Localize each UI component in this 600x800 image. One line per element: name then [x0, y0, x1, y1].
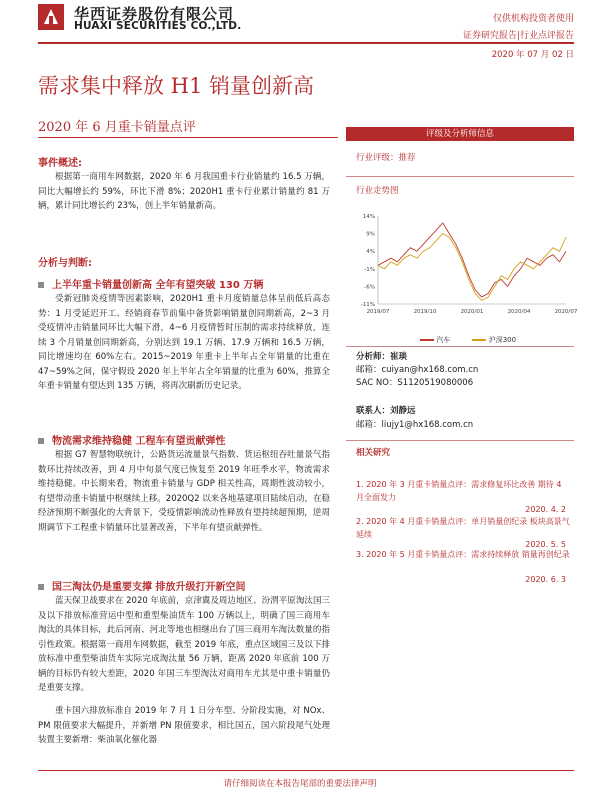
series-line-hs300 — [378, 234, 566, 301]
related-date-3: 2020. 6. 3 — [525, 575, 566, 584]
report-type-tag: 证券研究报告|行业点评报告 — [462, 31, 574, 41]
x-tick-label: 2020/07 — [554, 309, 578, 315]
events-text: 根据第一商用车网数据，2020 年 6 月我国重卡行业销量约 16.5 万辆，同比大幅增长约 59%，环比下滑 8%；2020H1 重卡行业累计销量约 81 万辆，累计同比增长约 23%，创上半年销量新高。 — [38, 172, 330, 211]
sidebar-divider — [346, 176, 574, 177]
legend-label-hs300: 沪深300 — [488, 336, 517, 344]
x-tick-label: 2019/07 — [366, 309, 390, 315]
bullet-3-title — [38, 578, 245, 593]
trend-label: 行业走势图 — [356, 186, 399, 196]
y-tick-label: -1% — [364, 266, 375, 273]
analyst-name: 分析师：崔琰 — [356, 352, 408, 362]
bullet-square-icon — [38, 584, 44, 590]
bullet-square-icon — [38, 438, 44, 444]
footer-divider — [38, 770, 574, 771]
company-name-en: HUAXI SECURITIES CO.,LTD. — [74, 20, 242, 32]
legal-notice-footer: 请仔细阅读在本报告尾部的重要法律声明 — [223, 779, 377, 789]
related-date-2: 2020. 5. 5 — [525, 540, 566, 549]
bullet-3-text: 蓝天保卫战要求在 2020 年底前，京津冀及周边地区、汾渭平原淘汰国三及以下排放标准营运中型和重型柴油货车 100 万辆以上，明确了国三商用车淘汰的具体目标，此后河南、河北等地也相继出台了国三商用车淘汰数量的指引性政策。根据第一商用车网数据，截至 2019 年底，重点区域国三及以下排放标准中重型柴油货车实际完成淘汰量 56 万辆，距离 2020 年底前 100 万辆的目标仍有较大差距，2020 年国三车型淘汰对商用车尤其是中重卡销量仍是重要支撑。 — [38, 596, 330, 693]
industry-trend-chart — [356, 212, 578, 327]
related-item-2[interactable]: 2. 2020 年 4 月重卡销量点评：单月销量创纪录 板块高景气延续 — [356, 517, 570, 539]
y-tick-label: 4% — [366, 249, 375, 256]
bullet-2-title — [38, 432, 225, 447]
legend-label-auto: 汽车 — [436, 336, 451, 344]
legend-swatch-auto — [420, 339, 434, 341]
y-tick-label: 14% — [362, 214, 375, 220]
x-tick-label: 2020/01 — [460, 309, 484, 315]
subtitle-underline — [38, 137, 338, 138]
contact-email: 邮箱：liujy1@hx168.com.cn — [356, 420, 474, 430]
events-heading: 事件概述: — [38, 158, 82, 169]
related-item-1[interactable]: 1. 2020 年 3 月重卡销量点评：需求修复环比改善 期待 4 月全面发力 — [356, 480, 562, 502]
report-title: 需求集中释放 H1 销量创新高 — [38, 74, 315, 98]
report-date: 2020 年 07 月 02 日 — [491, 50, 574, 60]
sidebar-divider — [346, 346, 574, 347]
bullet-3-title-text: 国三淘汰仍是重要支撑 排放升级打开新空间 — [52, 582, 246, 593]
related-date-1: 2020. 4. 2 — [525, 505, 566, 514]
analyst-email: 邮箱：cuiyan@hx168.com.cn — [356, 365, 479, 375]
legend-swatch-hs300 — [472, 339, 486, 341]
report-subtitle: 2020 年 6 月重卡销量点评 — [38, 120, 196, 135]
bullet-2-text: 根据 G7 智慧物联统计，公路货运流量景气指数、货运枢纽吞吐量景气指数环比持续改善，到 4 月中旬景气度已恢复至 2019 年旺季水平，物流需求维持稳健。中长期来看，物流重卡销量与 GDP 相关性高，周期性波动较小，有望带动重卡销量中枢继续上移。2020Q2 以来各地基建项目陆续启动，在稳经济预期不断强化的大背景下，受疫情影响流动性释放有望持续超预期，逆周期调节下工程重卡销量环比显著改善，下半年有望贡献弹性。 — [38, 450, 330, 533]
chart-legend — [420, 335, 516, 345]
bullet-2-title-text: 物流需求维持稳健 工程车有望贡献弹性 — [52, 436, 226, 447]
bullet-3-text-cont: 重卡国六排放标准自 2019 年 7 月 1 日分车型、分阶段实施，对 NOx、PM 限值要求大幅提升，并新增 PN 限值要求，相比国五，国六阶段尾气处理装置主要新增：柴油氧化催化器 — [38, 706, 330, 745]
contact-name: 联系人：刘静远 — [356, 406, 416, 416]
audience-tag: 仅供机构投资者使用 — [492, 14, 574, 24]
related-heading: 相关研究 — [356, 448, 391, 458]
x-tick-label: 2020/04 — [507, 309, 531, 315]
analyst-sac: SAC NO：S1120519080006 — [356, 378, 474, 388]
y-tick-label: -11% — [360, 302, 375, 308]
sidebar-header: 评级及分析师信息 — [346, 127, 574, 141]
y-tick-label: -6% — [364, 284, 375, 291]
rating-label: 行业评级：推荐 — [356, 153, 416, 163]
y-tick-label: 9% — [366, 231, 375, 238]
x-tick-label: 2019/10 — [413, 309, 437, 315]
sidebar-divider — [346, 440, 574, 441]
bullet-1-text: 受新冠肺炎疫情等因素影响，2020H1 重卡月度销量总体呈前低后高态势：1 月受延迟开工、经销商春节前集中备货影响销量创同期新高，2~3 月受疫情冲击销量同环比大幅下滑，4~6 月疫情暂时压制的需求持续释放，连续 3 个月销量创同期新高，分别达到 19.1 万辆、17.9 万辆和 16.5 万辆，同比增速均在 60%左右。2015~2019 年重卡上半年占全年销量的比重在 47~59%之间，保守假设 2020 年上半年占全年销量的比重为 60%，推算全年重卡销量有望达到 135 万辆，将再次刷新历史记录。 — [38, 294, 330, 391]
bullet-1-title-text: 上半年重卡销量创新高 全年有望突破 130 万辆 — [52, 280, 264, 291]
analysis-heading: 分析与判断: — [38, 258, 92, 269]
bullet-square-icon — [38, 282, 44, 288]
company-logo-icon — [38, 4, 64, 30]
related-item-3[interactable]: 3. 2020 年 5 月重卡销量点评：需求持续释放 销量再创纪录 — [356, 550, 570, 559]
header-divider — [38, 42, 574, 44]
bullet-1-title — [38, 276, 263, 291]
company-name-cn: 华西证券股份有限公司 — [74, 5, 235, 23]
